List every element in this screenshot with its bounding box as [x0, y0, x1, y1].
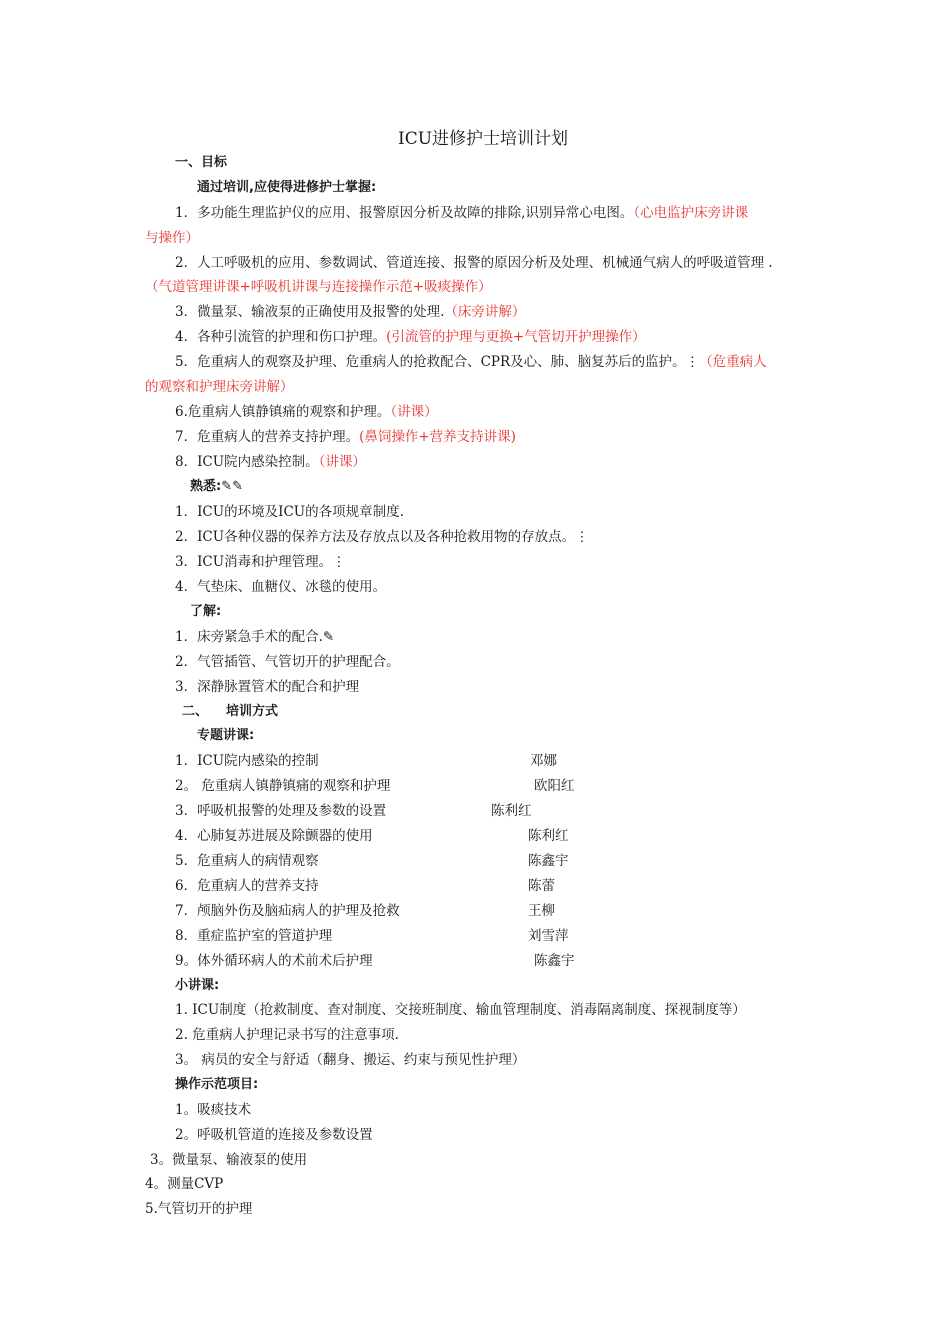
section1-heading: 一、目标: [175, 155, 228, 170]
pencil-icon: ✎✎: [221, 479, 243, 494]
master-item-6: 6.危重病人镇静镇痛的观察和护理。（讲课）: [175, 404, 438, 420]
master-item-4: 4．各种引流管的护理和伤口护理。(引流管的护理与更换+气管切开护理操作）: [175, 329, 646, 345]
understand-item: 1．床旁紧急手术的配合.✎: [175, 629, 335, 645]
lecture-speaker: 王柳: [528, 903, 555, 919]
master-note: (引流管的护理与更换+气管切开护理操作）: [386, 329, 646, 345]
master-note: （床旁讲解）: [444, 304, 526, 320]
section2-heading-num: 二、: [182, 704, 209, 719]
lecture-speaker: 邓娜: [530, 753, 557, 769]
understand-heading: 了解:: [190, 604, 222, 619]
lectures-heading: 专题讲课:: [197, 728, 255, 743]
lecture-topic: 8．重症监护室的管道护理: [175, 928, 333, 944]
master-note-cont: 与操作）: [145, 230, 199, 246]
lecture-speaker: 刘雪萍: [528, 928, 569, 944]
master-note-cont: （气道管理讲课+呼吸机讲课与连接操作示范+吸痰操作）: [145, 279, 492, 295]
master-note: （讲课）: [318, 454, 366, 470]
lecture-speaker: 陈利红: [528, 828, 569, 844]
master-item-1: 1．多功能生理监护仪的应用、报警原因分析及故障的排除,识别异常心电图。（心电监护床旁讲课: [175, 205, 749, 221]
lecture-topic: 2。 危重病人镇静镇痛的观察和护理: [175, 778, 391, 794]
lecture-speaker: 陈蕾: [528, 878, 555, 894]
master-item-8: 8．ICU院内感染控制。（讲课）: [175, 454, 366, 470]
understand-item: 2．气管插管、气管切开的护理配合。: [175, 654, 400, 670]
demo-item: 1。吸痰技术: [175, 1102, 252, 1118]
familiar-item: 2．ICU各种仪器的保养方法及存放点以及各种抢救用物的存放点。⋮: [175, 529, 589, 545]
demo-item: 4。测量CVP: [145, 1176, 224, 1192]
lecture-topic: 3．呼吸机报警的处理及参数的设置: [175, 803, 387, 819]
lecture-speaker: 陈鑫宇: [528, 853, 569, 869]
lecture-topic: 1．ICU院内感染的控制: [175, 753, 319, 769]
demo-item: 2。呼吸机管道的连接及参数设置: [175, 1127, 373, 1143]
lecture-topic: 5．危重病人的病情观察: [175, 853, 319, 869]
demo-item: 5.气管切开的护理: [145, 1201, 253, 1217]
master-note: (鼻饲操作+营养支持讲课): [359, 429, 516, 445]
familiar-heading: 熟悉:✎✎: [190, 479, 243, 494]
familiar-item: 3．ICU消毒和护理管理。⋮: [175, 554, 346, 570]
lecture-topic: 6．危重病人的营养支持: [175, 878, 319, 894]
lecture-speaker: 陈鑫宇: [534, 953, 575, 969]
lecture-topic: 9。体外循环病人的术前术后护理: [175, 953, 373, 969]
small-lecture-item: 3。 病员的安全与舒适（翻身、搬运、约束与预见性护理）: [175, 1052, 526, 1068]
lecture-topic: 7．颅脑外伤及脑疝病人的护理及抢救: [175, 903, 400, 919]
section2-heading: 培训方式: [226, 704, 279, 719]
lecture-speaker: 陈利红: [491, 803, 532, 819]
small-lecture-item: 1. ICU制度（抢救制度、查对制度、交接班制度、输血管理制度、消毒隔离制度、探视制度等）: [175, 1002, 746, 1018]
demo-item: 3。微量泵、输液泵的使用: [150, 1152, 308, 1168]
page-title: ICU进修护士培训计划: [398, 129, 569, 149]
master-note: （危重病人: [699, 354, 767, 370]
demo-heading: 操作示范项目:: [175, 1077, 259, 1092]
master-note: （讲课）: [390, 404, 438, 420]
familiar-item: 1．ICU的环境及ICU的各项规章制度.: [175, 504, 404, 520]
section1-intro: 通过培训,应使得进修护士掌握:: [197, 180, 377, 195]
master-item-5: 5．危重病人的观察及护理、危重病人的抢救配合、CPR及心、肺、脑复苏后的监护。⋮（危重病人: [175, 354, 767, 370]
master-item-2: 2．人工呼吸机的应用、参数调试、管道连接、报警的原因分析及处理、机械通气病人的呼吸道管理 .: [175, 255, 773, 271]
lecture-topic: 4．心肺复苏进展及除颤器的使用: [175, 828, 373, 844]
master-note-cont: 的观察和护理床旁讲解）: [145, 379, 294, 395]
lecture-speaker: 欧阳红: [534, 778, 575, 794]
master-note: （心电监护床旁讲课: [633, 205, 749, 221]
small-lecture-item: 2. 危重病人护理记录书写的注意事项.: [175, 1027, 399, 1043]
master-item-7: 7．危重病人的营养支持护理。(鼻饲操作+营养支持讲课): [175, 429, 516, 445]
master-item-3: 3．微量泵、输液泵的正确使用及报警的处理.（床旁讲解）: [175, 304, 526, 320]
understand-item: 3．深静脉置管术的配合和护理: [175, 679, 360, 695]
small-lectures-heading: 小讲课:: [175, 978, 220, 993]
familiar-item: 4．气垫床、血糖仪、冰毯的使用。: [175, 579, 387, 595]
